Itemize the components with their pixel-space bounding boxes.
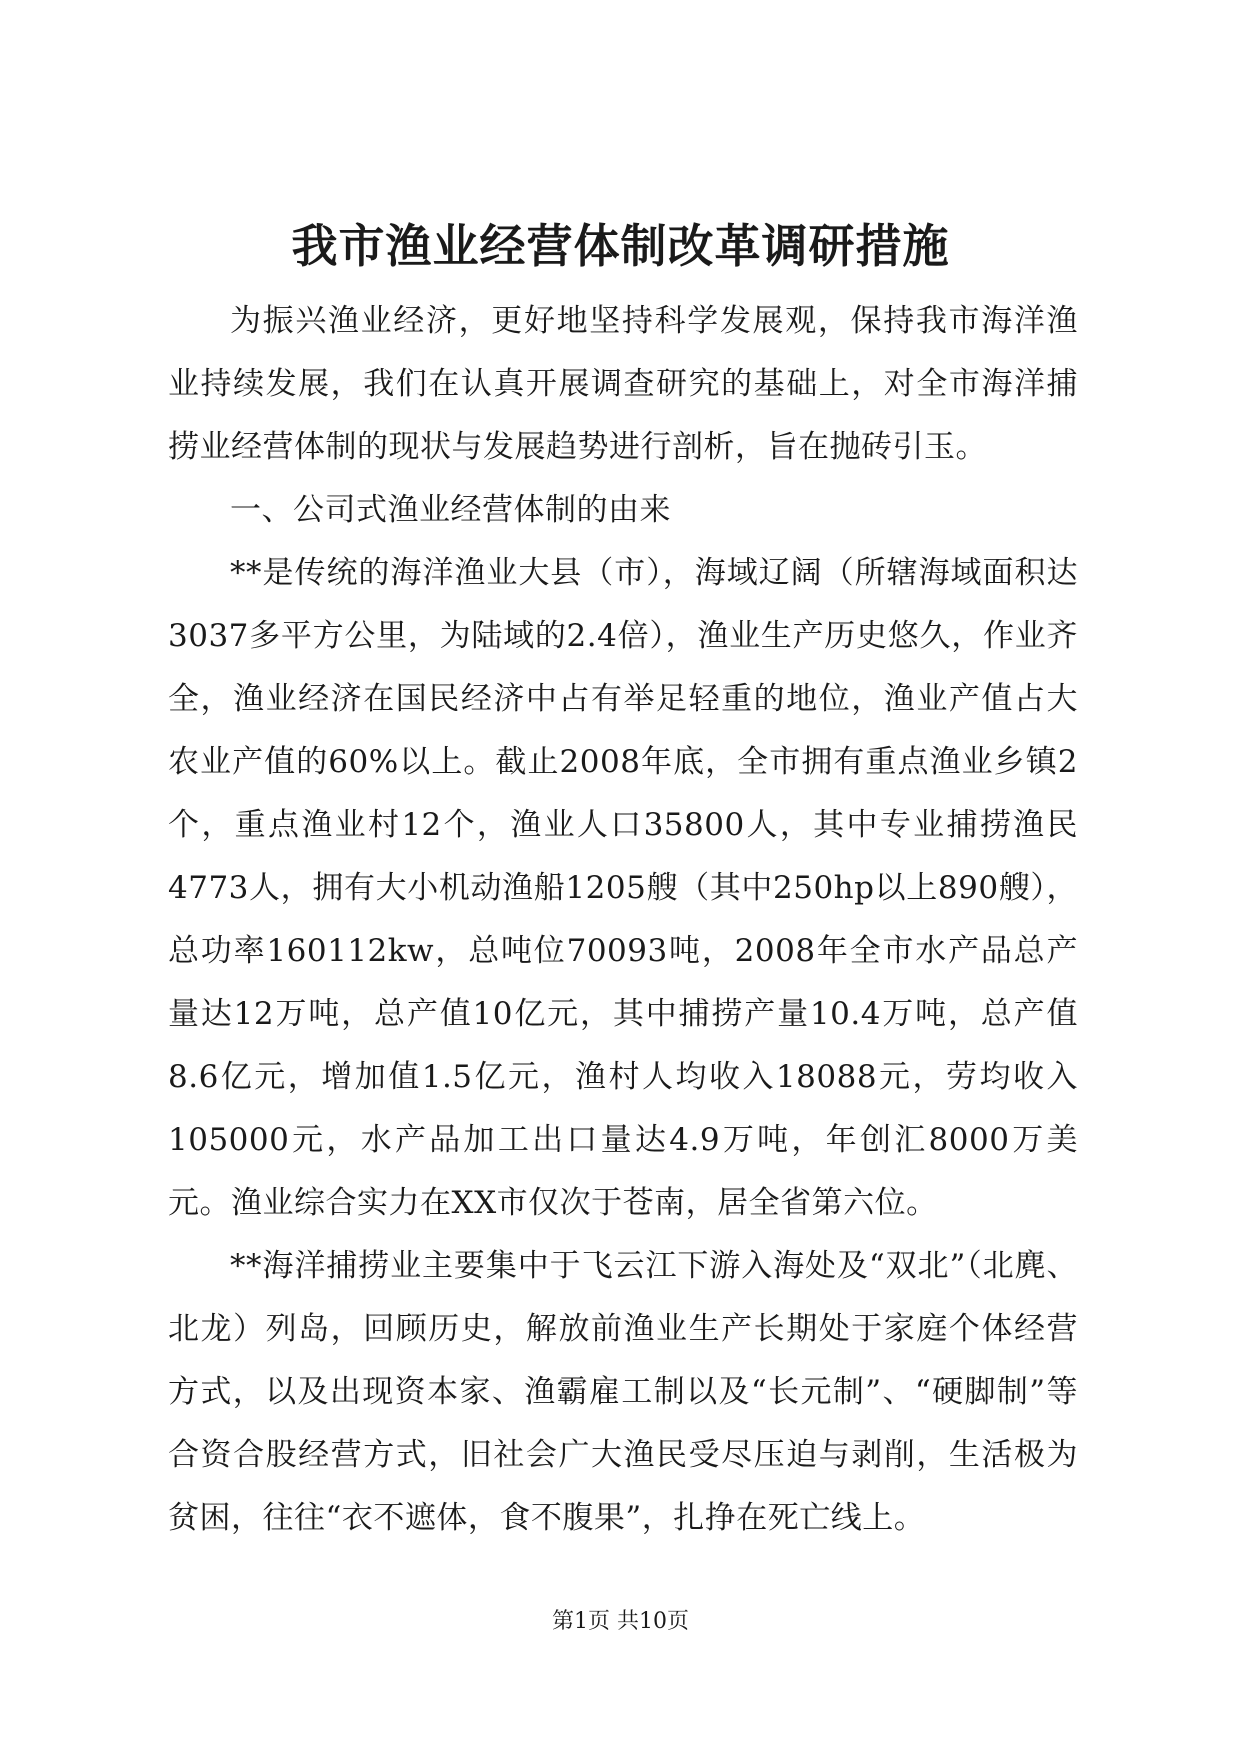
paragraph-history: **海洋捕捞业主要集中于飞云江下游入海处及“双北”（北麂、北龙）列岛，回顾历史，解放前渔业生产长期处于家庭个体经营方式，以及出现资本家、渔霸雇工制以及“长元制”、“硬脚制”等合资合股经营方式，旧社会广大渔民受尽压迫与剥削，生活极为贫困，往往“衣不遮体，食不腹果”，扎挣在死亡线上。 <box>168 1248 1078 1536</box>
section-heading: 一、公司式渔业经营体制的由来 <box>230 492 671 528</box>
paragraph-intro: 为振兴渔业经济，更好地坚持科学发展观，保持我市海洋渔业持续发展，我们在认真开展调查研究的基础上，对全市海洋捕捞业经营体制的现状与发展趋势进行剖析，旨在抛砖引玉。 <box>168 303 1078 465</box>
document-title: 我市渔业经营体制改革调研措施 <box>291 219 950 273</box>
document-body <box>168 290 1078 1550</box>
page-number-footer: 第1页 共10页 <box>552 1609 689 1634</box>
paragraph-statistics: **是传统的海洋渔业大县（市），海域辽阔（所辖海域面积达3037多平方公里，为陆域的2.4倍），渔业生产历史悠久，作业齐全，渔业经济在国民经济中占有举足轻重的地位，渔业产值占大农业产值的60%以上。截止2008年底，全市拥有重点渔业乡镇2个，重点渔业村12个，渔业人口35800人，其中专业捕捞渔民4773人，拥有大小机动渔船1205艘（其中250hp以上890艘），总功率160112kw，总吨位70093吨，2008年全市水产品总产量达12万吨，总产值10亿元，其中捕捞产量10.4万吨，总产值8.6亿元，增加值1.5亿元，渔村人均收入18088元，劳均收入105000元，水产品加工出口量达4.9万吨，年创汇8000万美元。渔业综合实力在XX市仅次于苍南，居全省第六位。 <box>168 555 1078 1221</box>
